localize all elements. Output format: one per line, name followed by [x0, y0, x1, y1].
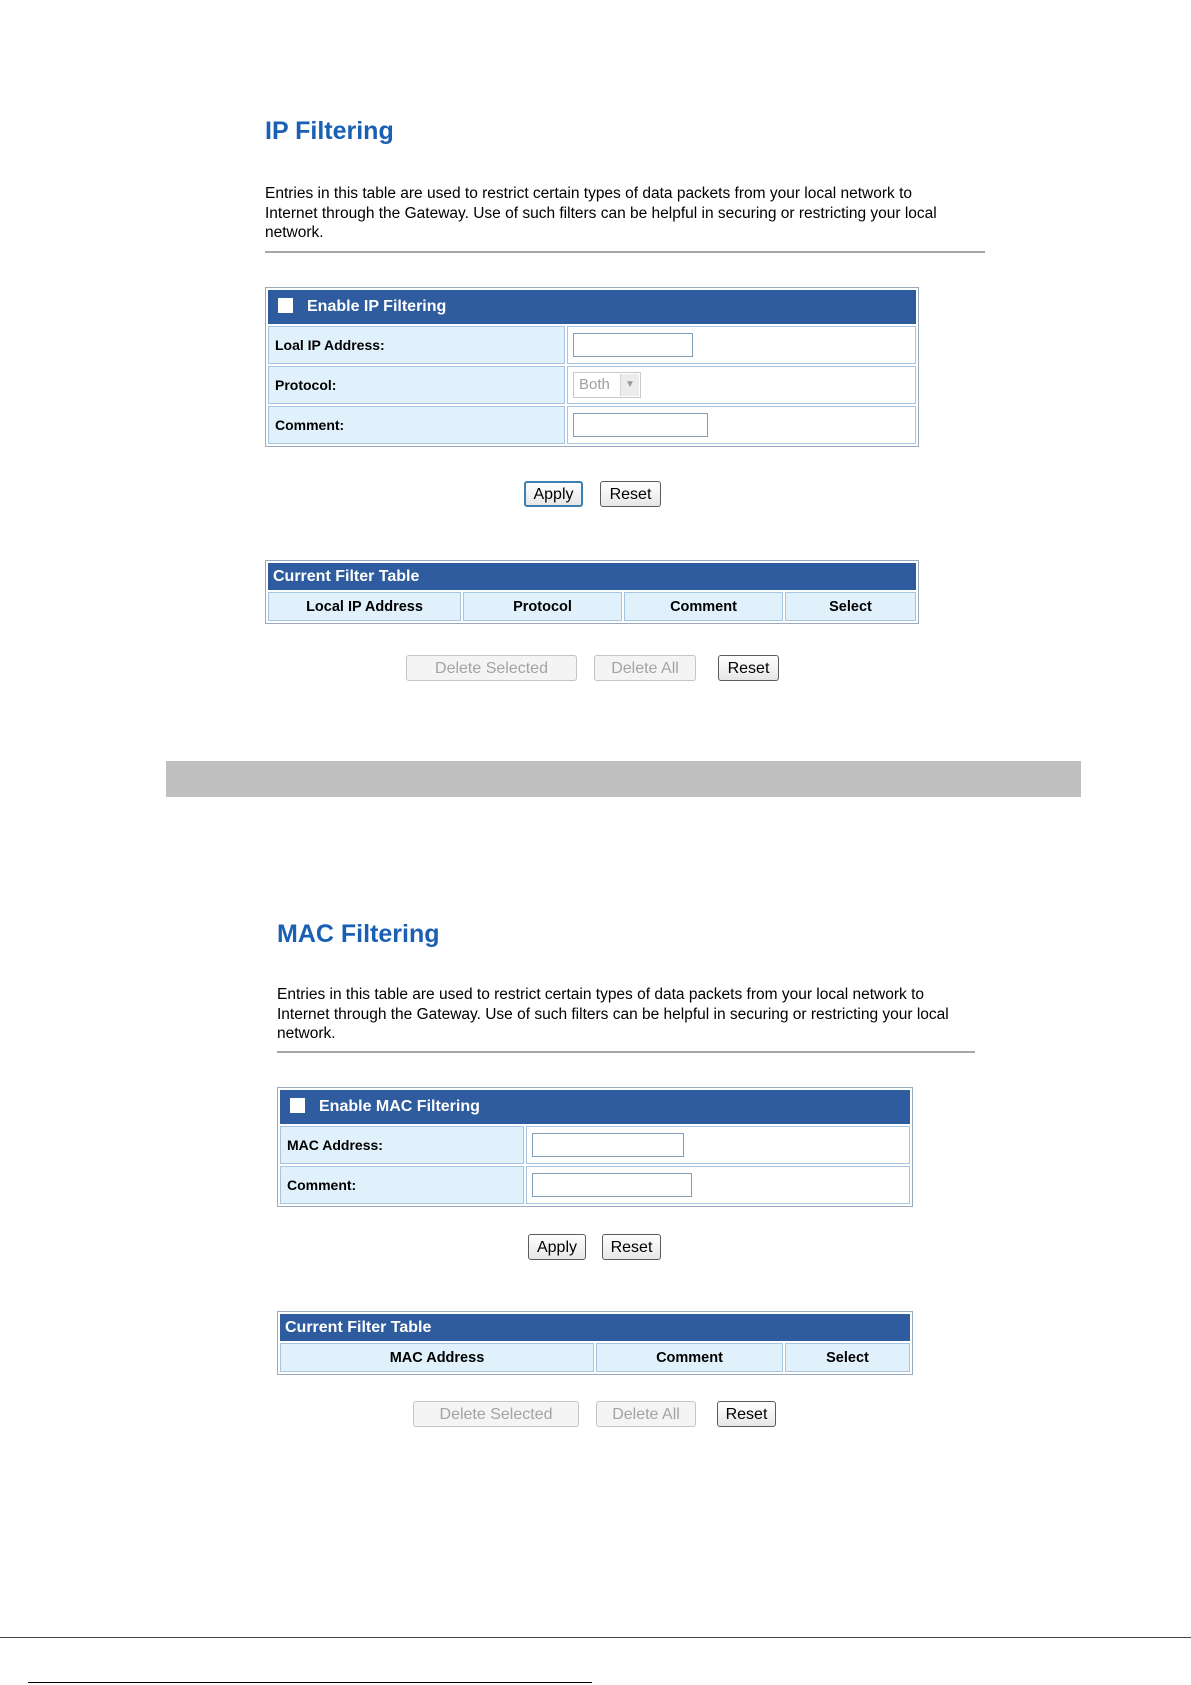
ip-filter-form	[265, 287, 919, 447]
ip-table-reset-button[interactable]: Reset	[718, 655, 779, 681]
column-header-select: Select	[785, 1343, 910, 1372]
description-line: Internet through the Gateway. Use of such filters can be helpful in securing or restricting your local	[265, 204, 937, 222]
section-divider	[277, 1051, 975, 1053]
mac-filtering-title: MAC Filtering	[277, 920, 440, 948]
mac-delete-selected-button[interactable]: Delete Selected	[413, 1401, 579, 1427]
ip-filtering-description	[265, 184, 937, 243]
mac-filter-form	[277, 1087, 913, 1207]
mac-filtering-description	[277, 985, 949, 1044]
comment-label: Comment:	[280, 1166, 524, 1204]
mac-reset-button[interactable]: Reset	[602, 1234, 661, 1260]
comment-cell	[567, 406, 916, 444]
description-line: network.	[277, 1025, 336, 1042]
protocol-label: Protocol:	[268, 366, 565, 404]
mac-current-filter-table	[277, 1311, 913, 1375]
ip-filter-table-title: Current Filter Table	[268, 563, 916, 590]
ip-filtering-title: IP Filtering	[265, 117, 394, 145]
column-header-local-ip: Local IP Address	[268, 592, 461, 621]
mac-address-label: MAC Address:	[280, 1126, 524, 1164]
mac-delete-all-button[interactable]: Delete All	[596, 1401, 696, 1427]
protocol-cell	[567, 366, 916, 404]
comment-label: Comment:	[268, 406, 565, 444]
chevron-down-icon: ▼	[620, 374, 639, 396]
protocol-select[interactable]	[573, 372, 641, 398]
protocol-selected-value: Both	[579, 376, 610, 393]
mac-table-buttons	[0, 1401, 1191, 1431]
description-line: Entries in this table are used to restrict certain types of data packets from your local network to	[265, 185, 912, 202]
ip-reset-button[interactable]: Reset	[600, 481, 661, 507]
local-ip-address-cell	[567, 326, 916, 364]
mac-form-buttons	[0, 1234, 1191, 1264]
local-ip-address-label: Loal IP Address:	[268, 326, 565, 364]
mac-filter-table-title: Current Filter Table	[280, 1314, 910, 1341]
column-header-select: Select	[785, 592, 916, 621]
description-line: Internet through the Gateway. Use of such filters can be helpful in securing or restricting your local	[277, 1005, 949, 1023]
column-header-protocol: Protocol	[463, 592, 622, 621]
comment-cell	[526, 1166, 910, 1204]
footer-divider	[0, 1637, 1191, 1638]
footer-underline	[28, 1682, 592, 1683]
ip-apply-button[interactable]: Apply	[524, 481, 583, 507]
section-divider	[265, 251, 985, 253]
mac-apply-button[interactable]: Apply	[528, 1234, 586, 1260]
local-ip-address-input[interactable]	[573, 333, 693, 357]
enable-mac-filtering-checkbox[interactable]	[290, 1098, 305, 1113]
ip-comment-input[interactable]	[573, 413, 708, 437]
enable-ip-filtering-label: Enable IP Filtering	[307, 298, 447, 315]
mac-address-cell	[526, 1126, 910, 1164]
mac-address-input[interactable]	[532, 1133, 684, 1157]
ip-delete-all-button[interactable]: Delete All	[594, 655, 696, 681]
enable-mac-filtering-label: Enable MAC Filtering	[319, 1098, 480, 1115]
ip-form-buttons	[0, 481, 1191, 511]
mac-filter-form-header	[280, 1090, 910, 1124]
mac-table-reset-button[interactable]: Reset	[717, 1401, 776, 1427]
description-line: Entries in this table are used to restrict certain types of data packets from your local network to	[277, 986, 924, 1003]
description-line: network.	[265, 224, 324, 241]
ip-delete-selected-button[interactable]: Delete Selected	[406, 655, 577, 681]
column-header-comment: Comment	[596, 1343, 783, 1372]
ip-current-filter-table	[265, 560, 919, 624]
ip-filter-form-header	[268, 290, 916, 324]
column-header-comment: Comment	[624, 592, 783, 621]
mac-comment-input[interactable]	[532, 1173, 692, 1197]
section-separator-band	[166, 761, 1081, 797]
column-header-mac-address: MAC Address	[280, 1343, 594, 1372]
enable-ip-filtering-checkbox[interactable]	[278, 298, 293, 313]
ip-table-buttons	[0, 655, 1191, 685]
